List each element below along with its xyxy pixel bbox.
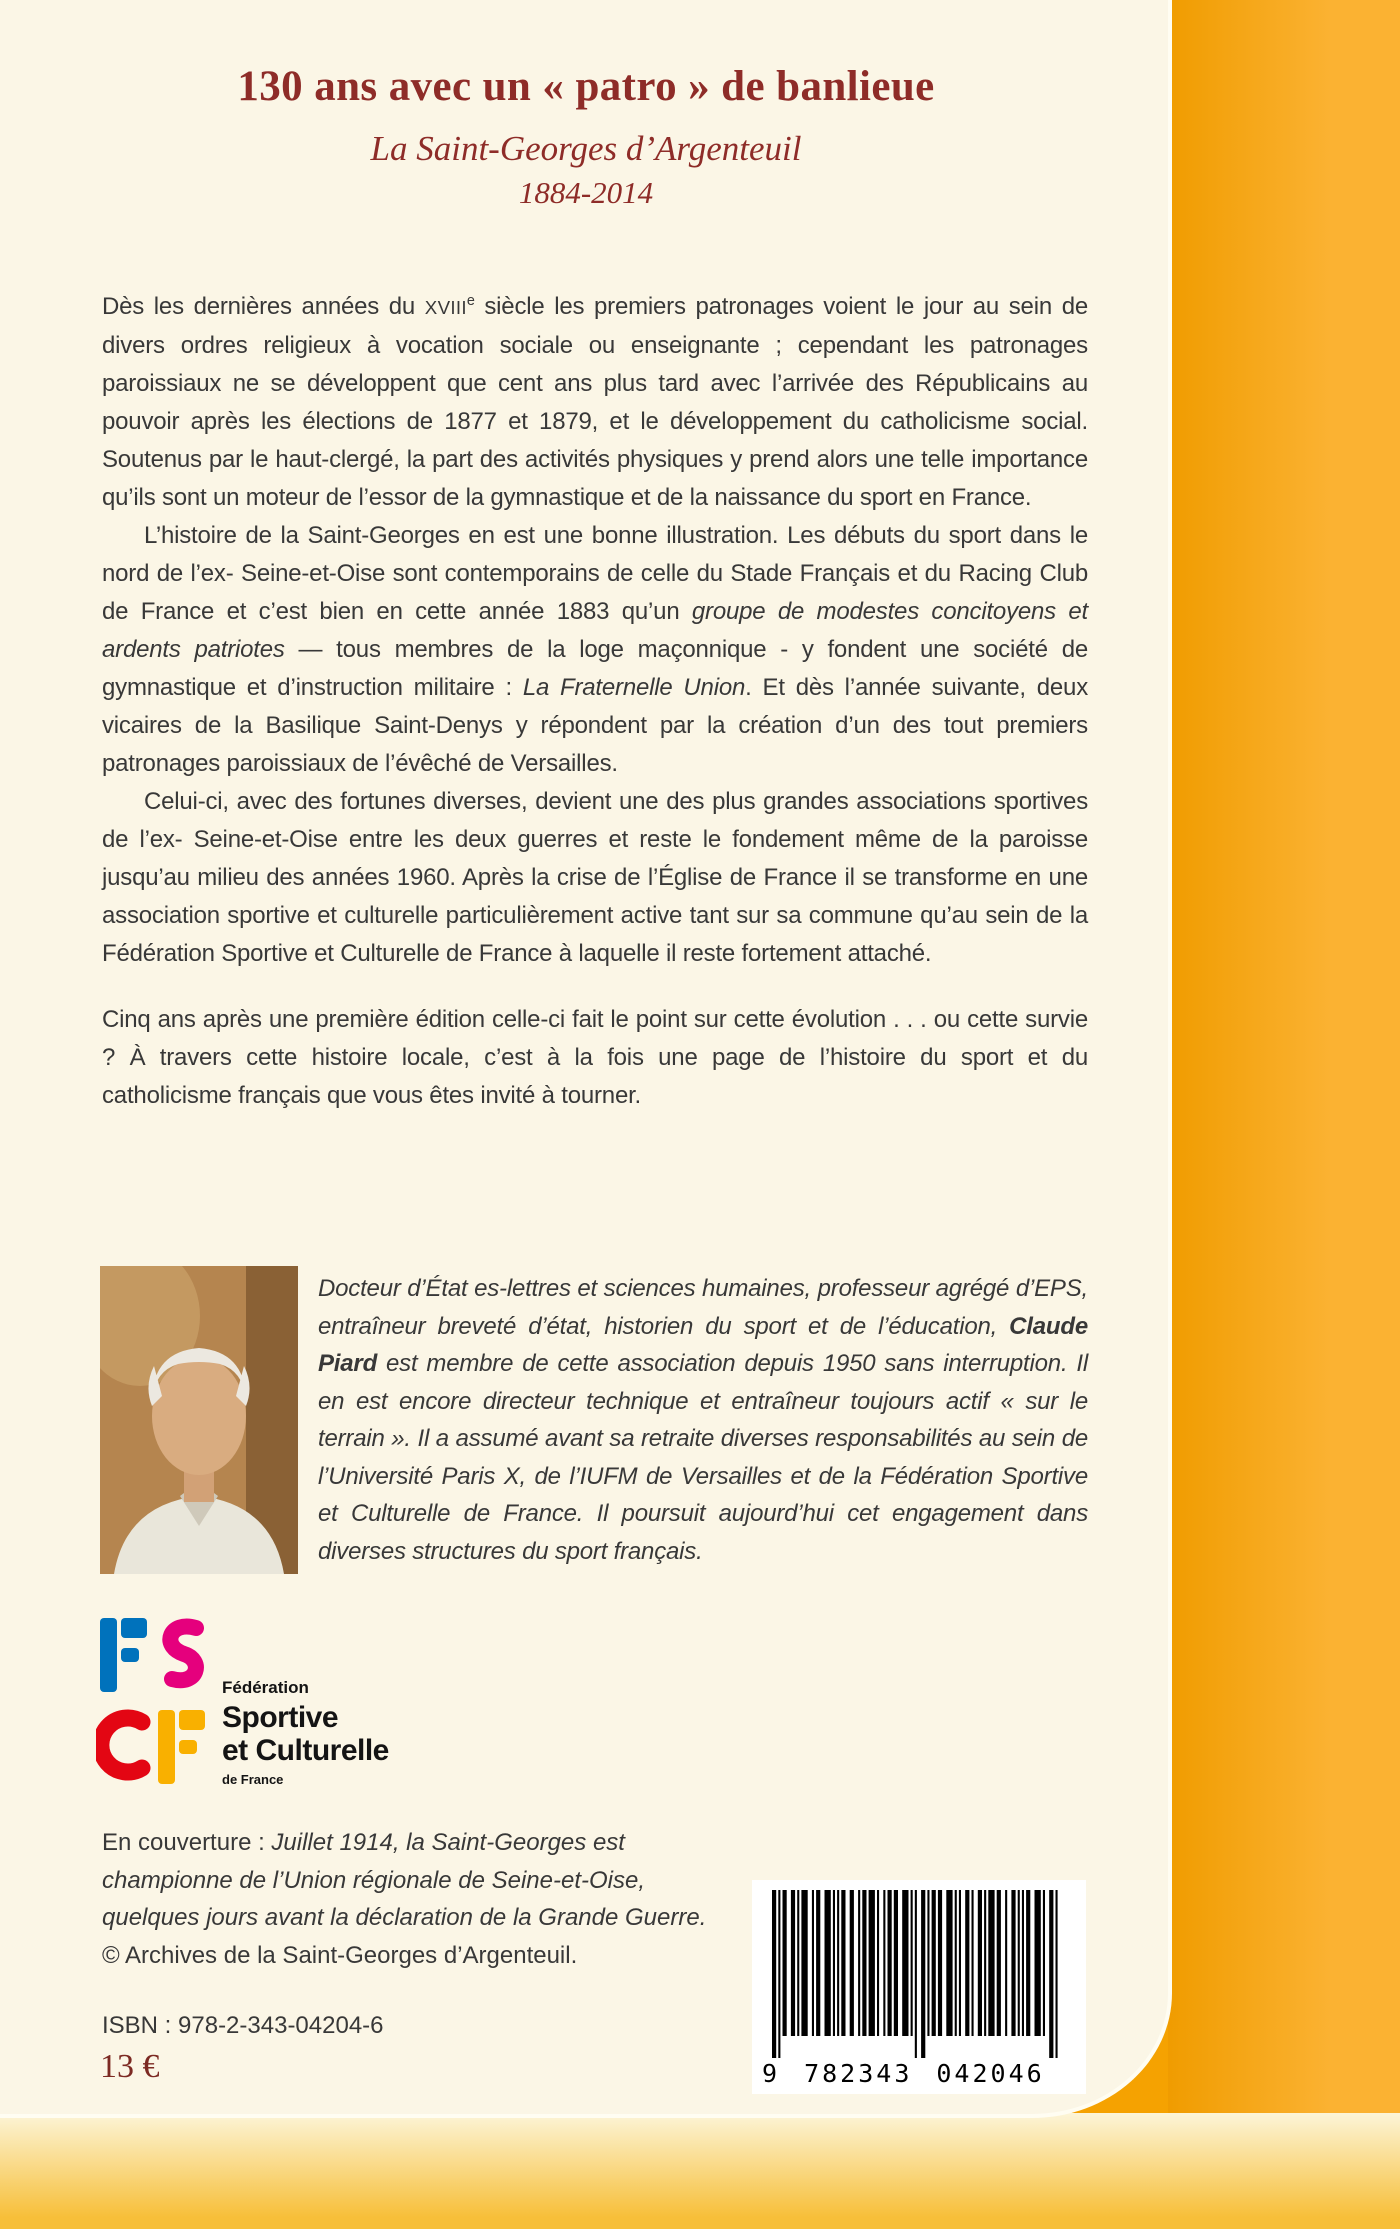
price-text: 13 €: [100, 2048, 160, 2085]
fscf-federation-label: Fédération: [222, 1678, 309, 1697]
book-subtitle: La Saint-Georges d’Argenteuil: [370, 129, 802, 168]
fscf-name-line1: Sportive: [222, 1701, 339, 1734]
barcode: [752, 1880, 1086, 2094]
barcode-digit-group2: 042046: [936, 2059, 1045, 2088]
fscf-logo-text: [222, 1679, 389, 1788]
synopsis-paragraph-4: Cinq ans après une première édition celle-ci fait le point sur cette évolution . . . ou cette survie ? À travers cette histoire locale, c’est à la fois une page de l’histoire du sport et du catholicisme français que vous êtes invité à tourner.: [102, 1006, 1088, 1109]
synopsis-paragraph-1: Dès les dernières années du XVIIIe siècle les premiers patronages voient le jour au sein de divers ordres religieux à vocation sociale ou enseignante ; cependant les patronages paroissiaux ne se développent que cent ans plus tard avec l’arrivée des Républicains au pouvoir après les élections de 1877 et 1879, et le développement du catholicisme social. Soutenus par le haut-clergé, la part des activités physiques y prend alors une telle importance qu’ils sont un moteur de l’essor de la gymnastique et de la naissance du sport en France.: [102, 293, 1088, 511]
barcode-digit-lead: 9: [762, 2059, 781, 2088]
cover-note-text: En couverture : Juillet 1914, la Saint-Georges est championne de l’Union régionale de Seine-et-Oise, quelques jours avant la déclaration de la Grande Guerre.: [102, 1829, 707, 1931]
barcode-digits: [762, 2059, 1082, 2088]
synopsis-paragraph-2: L’histoire de la Saint-Georges en est une bonne illustration. Les débuts du sport dans le nord de l’ex- Seine-et-Oise sont contemporains de celle du Stade Français et du Racing Club de France et c’est bien en cette année 1883 qu’un groupe de modestes concitoyens et ardents patriotes — tous membres de la loge maçonnique - y fondent une société de gymnastique et d’instruction militaire : La Fraternelle Union. Et dès l’année suivante, deux vicaires de la Basilique Saint-Denys y répondent par la création d’un des tout premiers patronages paroissiaux de l’évêché de Versailles.: [102, 522, 1088, 777]
cover-credit: © Archives de la Saint-Georges d’Argenteuil.: [102, 1941, 578, 1969]
author-bio: Docteur d’État es-lettres et sciences humaines, professeur agrégé d’EPS, entraîneur breveté d’état, historien du sport et de l’éducation, Claude Piard est membre de cette association depuis 1950 sans interruption. Il en est encore directeur technique et entraîneur toujours actif « sur le terrain ». Il a assumé avant sa retraite diverses responsabilités au sein de l’Université Paris X, de l’IUFM de Versailles et de la Fédération Sportive et Culturelle de France. Il poursuit aujourd’hui cet engagement dans diverses structures du sport français.: [318, 1275, 1088, 1565]
fscf-logo-icon: [96, 1616, 208, 1788]
publisher-logo: [96, 1616, 389, 1788]
synopsis-block: [102, 282, 1088, 1115]
cover-note-block: [102, 1824, 742, 1974]
author-photo: [100, 1266, 298, 1574]
fscf-country-label: de France: [222, 1772, 284, 1787]
barcode-bars-icon: [764, 1890, 1074, 2070]
book-years: 1884-2014: [518, 175, 654, 210]
heading-block: [90, 62, 1082, 211]
right-orange-band: [1168, 0, 1400, 2229]
isbn-text: ISBN : 978-2-343-04204-6: [102, 2012, 384, 2039]
fscf-name-line2: et Culturelle: [222, 1734, 389, 1767]
synopsis-paragraph-3: Celui-ci, avec des fortunes diverses, devient une des plus grandes associations sportives de l’ex- Seine-et-Oise entre les deux guerres et reste le fondement même de la paroisse jusqu’au milieu des années 1960. Après la crise de l’Église de France il se transforme en une association sportive et culturelle particulièrement active tant sur sa commune qu’au sein de la Fédération Sportive et Culturelle de France à laquelle il reste fortement attaché.: [102, 788, 1088, 967]
book-title: 130 ans avec un « patro » de banlieue: [237, 63, 935, 110]
bottom-yellow-band: [0, 2113, 1400, 2229]
barcode-digit-group1: 782343: [804, 2059, 913, 2088]
